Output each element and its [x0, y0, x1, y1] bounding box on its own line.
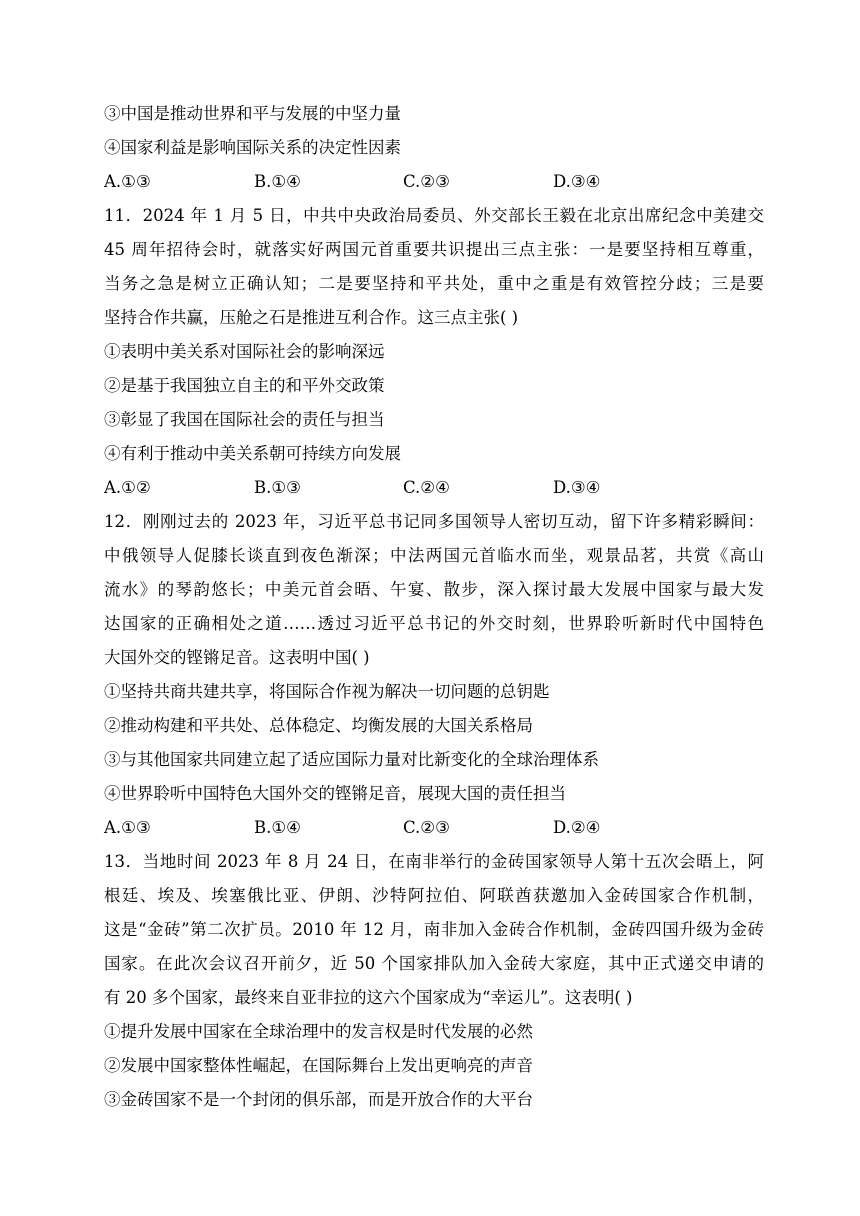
q12-text-line-2: 中俄领导人促膝长谈直到夜色渐深；中法两国元首临水而坐，观景品茗，共赏《高山: [104, 546, 764, 565]
q11-text-line-3: 当务之急是树立正确认知；二是要坚持和平共处，重中之重是有效管控分歧；三是要: [104, 274, 764, 293]
q11-statement-4: ④有利于推动中美关系朝可持续方向发展: [104, 444, 401, 463]
q10-statement-4: ④国家利益是影响国际关系的决定性因素: [104, 138, 401, 157]
q12-option-c[interactable]: C.②③: [403, 818, 450, 837]
q10-option-b[interactable]: B.①④: [254, 172, 301, 191]
q13-text-line-5: 有 20 多个国家，最终来自亚非拉的这六个国家成为“幸运儿”。这表明( ): [104, 988, 633, 1007]
q13-statement-3: ③金砖国家不是一个封闭的俱乐部，而是开放合作的大平台: [104, 1090, 533, 1109]
q12-option-b[interactable]: B.①④: [254, 818, 301, 837]
q10-option-c[interactable]: C.②③: [403, 172, 450, 191]
q11-statement-1: ①表明中美关系对国际社会的影响深远: [104, 342, 385, 361]
q13-text-line-1: 13．当地时间 2023 年 8 月 24 日，在南非举行的金砖国家领导人第十五次会晤上，阿: [104, 852, 764, 871]
q13-text-line-4: 国家。在此次会议召开前夕，近 50 个国家排队加入金砖大家庭，其中正式递交申请的: [104, 954, 764, 973]
q11-option-a[interactable]: A.①②: [104, 478, 151, 497]
q12-text-line-5: 大国外交的铿锵足音。这表明中国( ): [104, 648, 370, 667]
q12-statement-3: ③与其他国家共同建立起了适应国际力量对比新变化的全球治理体系: [104, 750, 599, 769]
q10-option-a[interactable]: A.①③: [104, 172, 151, 191]
q12-statement-2: ②推动构建和平共处、总体稳定、均衡发展的大国关系格局: [104, 716, 533, 735]
q11-statement-3: ③彰显了我国在国际社会的责任与担当: [104, 410, 385, 429]
q13-text-line-3: 这是“金砖”第二次扩员。2010 年 12 月，南非加入金砖合作机制，金砖四国升级为金砖: [104, 920, 764, 939]
q11-text-line-4: 坚持合作共赢，压舱之石是推进互利合作。这三点主张( ): [104, 308, 519, 327]
q11-options: [104, 478, 764, 498]
q12-statement-1: ①坚持共商共建共享，将国际合作视为解决一切问题的总钥匙: [104, 682, 550, 701]
q12-text-line-3: 流水》的琴韵悠长；中美元首会晤、午宴、散步，深入探讨最大发展中国家与最大发: [104, 580, 764, 599]
q11-statement-2: ②是基于我国独立自主的和平外交政策: [104, 376, 385, 395]
q10-options: [104, 172, 764, 192]
q10-option-d[interactable]: D.③④: [553, 172, 601, 191]
q11-text-line-2: 45 周年招待会时，就落实好两国元首重要共识提出三点主张：一是要坚持相互尊重，: [104, 240, 764, 259]
q13-statement-2: ②发展中国家整体性崛起，在国际舞台上发出更响亮的声音: [104, 1056, 533, 1075]
q11-option-d[interactable]: D.③④: [553, 478, 601, 497]
q12-option-d[interactable]: D.②④: [553, 818, 601, 837]
q12-option-a[interactable]: A.①③: [104, 818, 151, 837]
q12-statement-4: ④世界聆听中国特色大国外交的铿锵足音，展现大国的责任担当: [104, 784, 566, 803]
q12-text-line-4: 达国家的正确相处之道……透过习近平总书记的外交时刻，世界聆听新时代中国特色: [104, 614, 764, 633]
q12-text-line-1: 12．刚刚过去的 2023 年，习近平总书记同多国领导人密切互动，留下许多精彩瞬间：: [104, 512, 764, 531]
q11-option-b[interactable]: B.①③: [254, 478, 301, 497]
q11-option-c[interactable]: C.②④: [403, 478, 450, 497]
q12-options: [104, 818, 764, 838]
q13-statement-1: ①提升发展中国家在全球治理中的发言权是时代发展的必然: [104, 1022, 533, 1041]
q11-text-line-1: 11．2024 年 1 月 5 日，中共中央政治局委员、外交部长王毅在北京出席纪念中美建交: [104, 206, 764, 225]
q13-text-line-2: 根廷、埃及、埃塞俄比亚、伊朗、沙特阿拉伯、阿联酋获邀加入金砖国家合作机制，: [104, 886, 764, 905]
q10-statement-3: ③中国是推动世界和平与发展的中坚力量: [104, 104, 401, 123]
